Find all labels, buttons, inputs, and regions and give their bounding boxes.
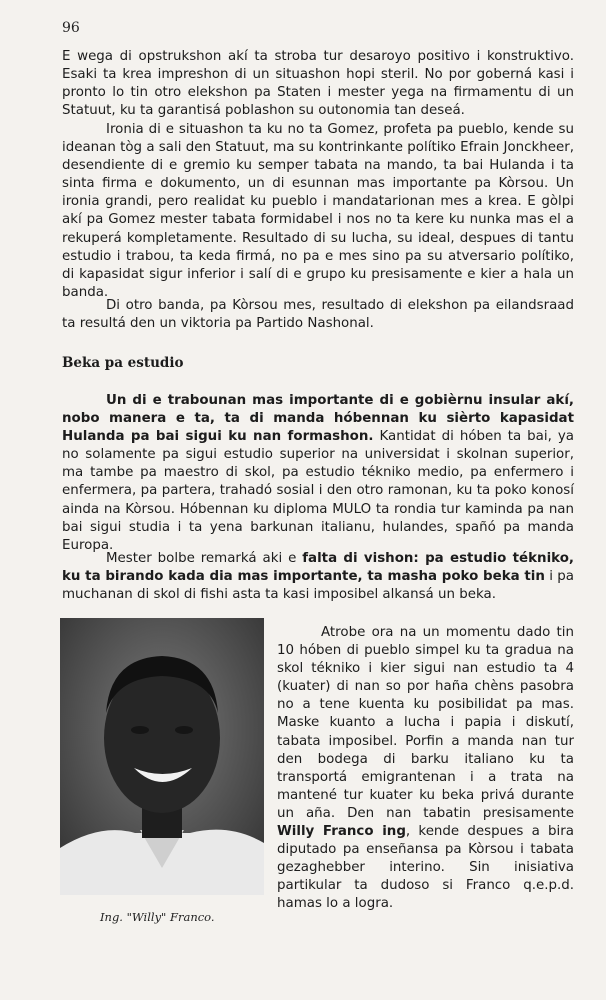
paragraph-irony: Ironia di e situashon ta ku no ta Gomez, profeta pa pueblo, kende su ideanan tòg a sali den Statuut, ma su kontrinkante polítiko Efrain Jonckheer, desendiente di e gremio ku semper tabata na mando, ta bai Hulanda i ta sinta firma e dokumento, un di esunnan mas importante pa Kòrsou. Un ironia grandi, pero realidat ku pueblo i mandatarionan mes a krea. E gòlpi akí pa Gomez mester tabata formidabel i nos no ta kere ku nunka mas el a rekuperá kompletamente. Resultado di su lucha, su ideal, despues di tantu estudio i trabou, ta keda firmá, no pa e mes sino pa su atversario polítiko, di kapasidat sigur inferior i salí di e grupo ku presisamente e kier a hala un banda. [62, 122, 574, 300]
emphasis-text: Un di e trabounan mas importante di e gobièrnu insular akí, nobo manera e ta, ta di manda hóbennan ku sièrto kapasidat Hulanda pa bai sigui ku nan formashon. [62, 393, 574, 445]
body-text: , kende despues a bira diputado pa enseñansa pa Kòrsou i tabata gezaghebber interino. Sin inisiativa partikular ta dudoso si Franco q.e.p.d. hamas lo a logra. [277, 824, 574, 912]
paragraph-willy-franco [277, 624, 574, 914]
paragraph-election-result: Di otro banda, pa Kòrsou mes, resultado di elekshon pa eilandsraad ta resultá den un viktoria pa Partido Nashonal. [62, 298, 574, 332]
body-text: Atrobe ora na un momentu dado tin 10 hóben di pueblo simpel ku ta gradua na skol tékniko i kier sigui nan estudio ta 4 (kuater) di nan so por haña chèns pasobra no a tene kuenta ku posibilidat pa mas. Maske kuanto a lucha i papia i diskutí, tabata imposibel. Porfin a manda nan tur den bodega di barku italiano ku ta transportá emigrantenan i a trata na mantené tur kuater ku beka privá durante un aña. Den nan tabatin presisamente [277, 625, 574, 821]
body-text: Mester bolbe remarká aki e [106, 551, 303, 566]
emphasis-text: falta di vishon: pa estudio tékniko, ku ta birando kada dia mas importante, ta masha poko beka tin [62, 551, 574, 585]
body-text: i pa muchanan di skol di fishi asta ta kasi imposibel alkansá un beka. [62, 569, 574, 603]
paragraph-scholarship-intro [62, 392, 574, 555]
paragraph-obstruction: E wega di opstrukshon akí ta stroba tur desaroyo positivo i konstruktivo. Esaki ta krea impreshon di un situashon hopi steril. No por goberná kasi i pronto lo tin otro elekshon pa Staten i mester yega na firmamentu di un Statuut, ku ta garantisá poblashon su outonomia tan deseá. [62, 49, 574, 119]
section-heading: Beka pa estudio [62, 355, 184, 371]
body-text: Kantidat di hóben ta bai, ya no solamente pa sigui estudio superior na universidat i skolnan superior, ma tambe pa maestro di skol, pa estudio tékniko medio, pa enfermero i enfermera, pa partera, trahadó sosial i den otro ramonan, ku ta poko konosí ainda na Kòrsou. Hóbennan ku diploma MULO ta rondia tur kaminda pa nan bai sigui studia i ta yena barkunan italianu, hulandes, spañó pa manda Europa. [62, 429, 574, 553]
photo-caption: Ing. "Willy" Franco. [100, 910, 215, 924]
page-number: 96 [62, 20, 80, 36]
portrait-photo [60, 618, 264, 895]
paragraph-lack-of-vision [62, 550, 574, 604]
emphasis-text: Willy Franco ing [277, 824, 406, 840]
